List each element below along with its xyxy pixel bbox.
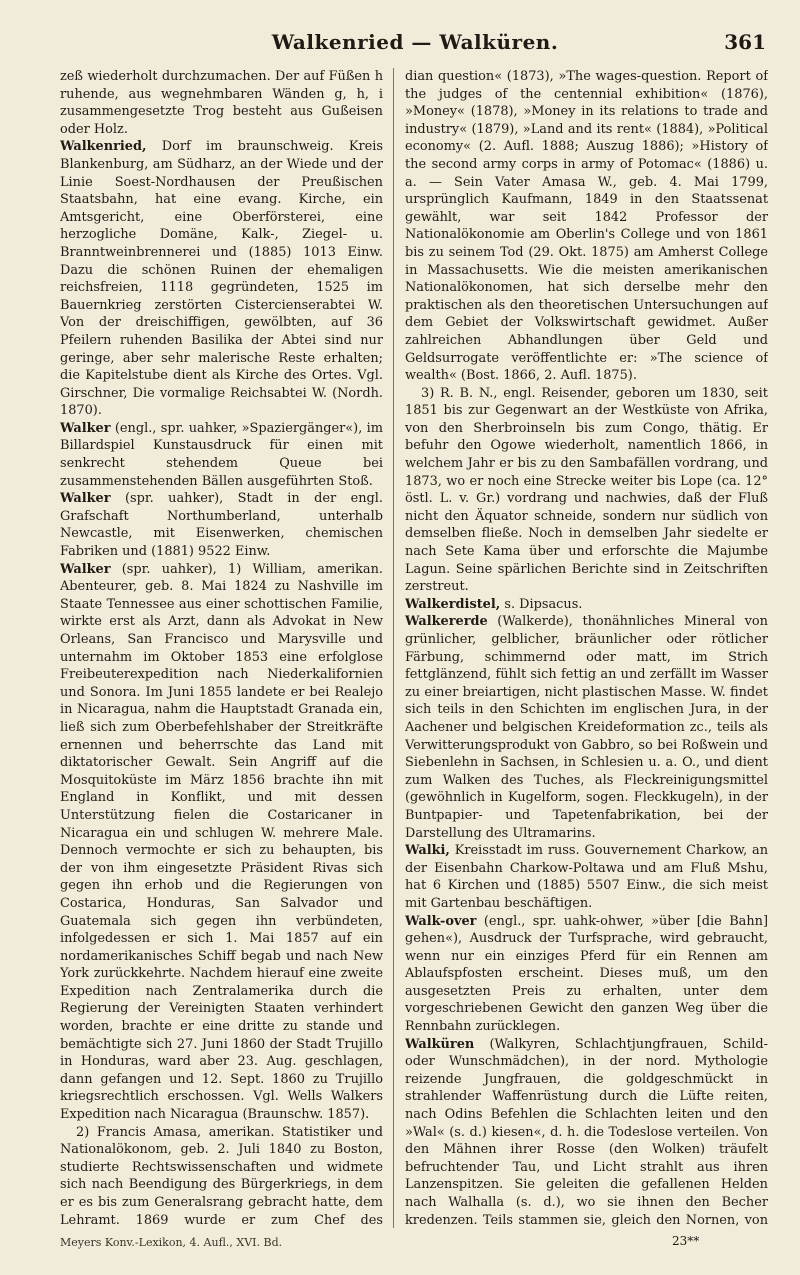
left-column [60, 68, 383, 1228]
entry-headword: Walk-over [405, 913, 477, 929]
dictionary-entry [405, 613, 768, 842]
page-number: 361 [724, 30, 766, 54]
dictionary-entry [60, 490, 383, 560]
entry-text: (engl., spr. uahk-ohwer, »über [die Bahn] gehen«), Ausdruck der Turfsprache, wird gebraucht, wenn nur ein einziges Pferd für ein Rennen am Ablaufspfosten erscheint. Dieses muß, um den ausgesetzten Preis zu erhalten, unter dem vorgeschriebenen Gewicht den ganzen Weg über die Rennbahn zurücklegen. [405, 913, 768, 1035]
entry-text: (spr. uahker), Stadt in der engl. Grafschaft Northumberland, unterhalb Newcastle, mit Eisenwerken, chemischen Fabriken und (1881) 9522 Einw. [60, 491, 383, 560]
dictionary-entry [405, 913, 768, 1036]
entry-headword: Walker [60, 561, 111, 577]
dictionary-entry [60, 68, 383, 138]
entry-headword: Walkenried, [60, 139, 147, 155]
entry-text: (spr. uahker), 1) William, amerikan. Abenteurer, geb. 8. Mai 1824 zu Nashville im Staate Tennessee aus einer schottischen Familie, wirkte erst als Arzt, dann als Advokat in New Orleans, San Francisco und Marysville und unternahm im Oktober 1853 eine erfolglose Freibeuterexpedition nach Niederkalifornien und Sonora. Im Juni 1855 landete er bei Realejo in Nicaragua, nahm die Hauptstadt Granada ein, ließ sich zum Oberbefehlshaber der Streitkräfte ernennen und beherrschte das Land mit diktatorischer Gewalt. Sein Angriff auf die Mosquitoküste im März 1856 brachte ihn mit England in Konflikt, und mit dessen Unterstützung fielen die Costaricaner in Nicaragua ein und schlugen W. mehrere Male. Dennoch vermochte er sich zu behaupten, bis der von ihm eingesetzte Präsident Rivas sich gegen ihn erhob und die Regierungen von Costarica, Honduras, San Salvador und Guatemala sich gegen ihn verbündeten, infolgedessen er sich 1. Mai 1857 auf ein nordamerikanisches Schiff begab und nach New York zurückkehrte. Nachdem hierauf eine zweite Expedition nach Zentralamerika durch die Regierung der Vereinigten Staaten verhindert worden, brachte er eine dritte zu stande und bemächtigte sich 27. Juni 1860 der Stadt Trujillo in Honduras, ward aber 23. Aug. geschlagen, dann gefangen und 12. Sept. 1860 zu Trujillo kriegsrechtlich erschossen. Vgl. Wells Walkers Expedition nach Nicaragua (Braunschw. 1857). [60, 561, 383, 1123]
entry-text: (engl., spr. uahker, »Spaziergänger«), im Billardspiel Kunstausdruck für einen mit senkrecht stehendem Queue bei zusammenstehenden Bällen ausgeführten Stoß. [60, 420, 383, 489]
entry-text: 2) Francis Amasa, amerikan. Statistiker und Nationalökonom, geb. 2. Juli 1840 zu Boston, studierte Rechtswissenschaften und widmete sich nach Beendigung des Bürgerkriegs, in dem er es bis zum Generalsrang gebracht hatte, dem Lehramt. 1869 wurde er zum Chef des [60, 1124, 383, 1228]
entry-text: (Walkerde), thonähnliches Mineral von grünlicher, gelblicher, bräunlicher oder rötlicher Färbung, schimmernd oder matt, im Strich fettglänzend, fühlt sich fettig an und zerfällt im Wasser zu einer breiartigen, nicht plastischen Masse. W. findet sich teils in den Schichten im englischen Jura, in der Aachener und belgischen Kreideformation zc., teils als Verwitterungsprodukt von Gabbro, so bei Roßwein und Siebenlehn in Sachsen, in Schlesien u. a. O., und dient zum Walken des Tuches, als Fleckreinigungsmittel (gewöhnlich in Kugelform, sogen. Fleckkugeln), in der Buntpapier- und Tapetenfabrikation, bei der Darstellung des Ultramarins. [405, 614, 768, 841]
dictionary-entry [60, 138, 383, 420]
dictionary-entry [60, 561, 383, 1124]
entry-text: zeß wiederholt durchzumachen. Der auf Füßen h ruhende, aus wegnehmbaren Wänden g, h, i zusammengesetzte Trog besteht aus Gußeisen oder Holz. [60, 69, 383, 137]
entry-headword: Walker [60, 420, 111, 436]
entry-headword: Walkererde [405, 614, 488, 630]
running-title: Walkenried — Walküren. [271, 30, 559, 54]
dictionary-entry [60, 1124, 383, 1228]
entry-headword: Walküren [405, 1036, 475, 1052]
entry-headword: Walkerdistel, [405, 596, 501, 612]
dictionary-entry [405, 1036, 768, 1228]
entry-text: Kreisstadt im russ. Gouvernement Charkow, an der Eisenbahn Charkow-Poltawa und am Fluß Mshu, hat 6 Kirchen und (1885) 5507 Einw., die sich meist mit Gartenbau beschäftigen. [405, 843, 768, 911]
page-header [60, 30, 770, 60]
column-divider [393, 68, 394, 1228]
footer-sheet-mark: 23** [672, 1234, 700, 1248]
footer-signature: Meyers Konv.-Lexikon, 4. Aufl., XVI. Bd. [60, 1236, 283, 1249]
dictionary-entry [405, 68, 768, 385]
entry-text: (Walkyren, Schlachtjungfrauen, Schild- oder Wunschmädchen), in der nord. Mythologie reizende Jungfrauen, die goldgeschmückt in strahlender Waffenrüstung durch die Lüfte reiten, nach Odins Befehlen die Schlachten leiten und den »Wal« (s. d.) kiesen«, d. h. die Todeslose verteilen. Von den Mähnen ihrer Rosse (den Wolken) träufelt befruchtender Tau, und Licht strahlt aus ihren Lanzenspitzen. Sie geleiten die gefallenen Helden nach Walhalla (s. d.), wo sie ihnen den Becher kredenzen. Teils stammen sie, gleich den Nornen, von [405, 1036, 768, 1228]
dictionary-entry [60, 420, 383, 490]
dictionary-entry [405, 596, 768, 614]
dictionary-entry [405, 385, 768, 596]
dictionary-entry [405, 842, 768, 912]
entry-headword: Walker [60, 491, 111, 507]
right-column [405, 68, 768, 1228]
entry-headword: Walki, [405, 843, 450, 859]
entry-text: 3) R. B. N., engl. Reisender, geboren um 1830, seit 1851 bis zur Gegenwart an der Westküste von Afrika, von den Sherbroinseln bis zum Congo, thätig. Er befuhr den Ogowe wiederholt, namentlich 1866, in welchem Jahr er bis zu den Sambafällen vordrang, und 1873, wo er noch eine Strecke weiter bis Lope (ca. 12° östl. L. v. Gr.) vordrang und nachwies, daß der Fluß nicht den Äquator schneide, sondern nur südlich von demselben fließe. Noch in demselben Jahr siedelte er nach Sete Kama über und erforschte die Majumbe Lagun. Seine spärlichen Berichte sind in Zeitschriften zerstreut. [405, 385, 768, 595]
entry-text: Dorf im braunschweig. Kreis Blankenburg, am Südharz, an der Wiede und der Linie Soest-Nordhausen der Preußischen Staatsbahn, hat eine evang. Kirche, ein Amtsgericht, eine Oberförsterei, eine herzogliche Domäne, Kalk-, Ziegel- u. Branntweinbrennerei und (1885) 1013 Einw. Dazu die schönen Ruinen der ehemaligen reichsfreien, 1118 gegründeten, 1525 im Bauernkrieg zerstörten Cistercienserabtei W. Von der dreischiffigen, gewölbten, auf 36 Pfeilern ruhenden Basilika der Abtei sind nur geringe, aber sehr malerische Reste erhalten; die Kapitelstube dient als Kirche des Ortes. Vgl. Girschner, Die vormalige Reichsabtei W. (Nordh. 1870). [60, 139, 383, 419]
entry-text: dian question« (1873), »The wages-question. Report of the judges of the centennial exhibition« (1876), »Money« (1878), »Money in its relations to trade and industry« (1879), »Land and its rent« (1884), »Political economy« (2. Aufl. 1888; Auszug 1886); »History of the second army corps in army of Potomac« (1886) u. a. — Sein Vater Amasa W., geb. 4. Mai 1799, ursprünglich Kaufmann, 1849 in den Staatssenat gewählt, war seit 1842 Professor der Nationalökonomie am Oberlin's College und von 1861 bis zu seinem Tod (29. Okt. 1875) am Amherst College in Massachusetts. Wie die meisten amerikanischen Nationalökonomen, hat sich derselbe mehr den praktischen als den theoretischen Untersuchungen auf dem Gebiet der Volkswirtschaft gewidmet. Außer zahlreichen Abhandlungen über Geld und Geldsurrogate veröffentlichte er: »The science of wealth« (Bost. 1866, 2. Aufl. 1875). [405, 69, 768, 384]
entry-text: s. Dipsacus. [500, 596, 583, 612]
